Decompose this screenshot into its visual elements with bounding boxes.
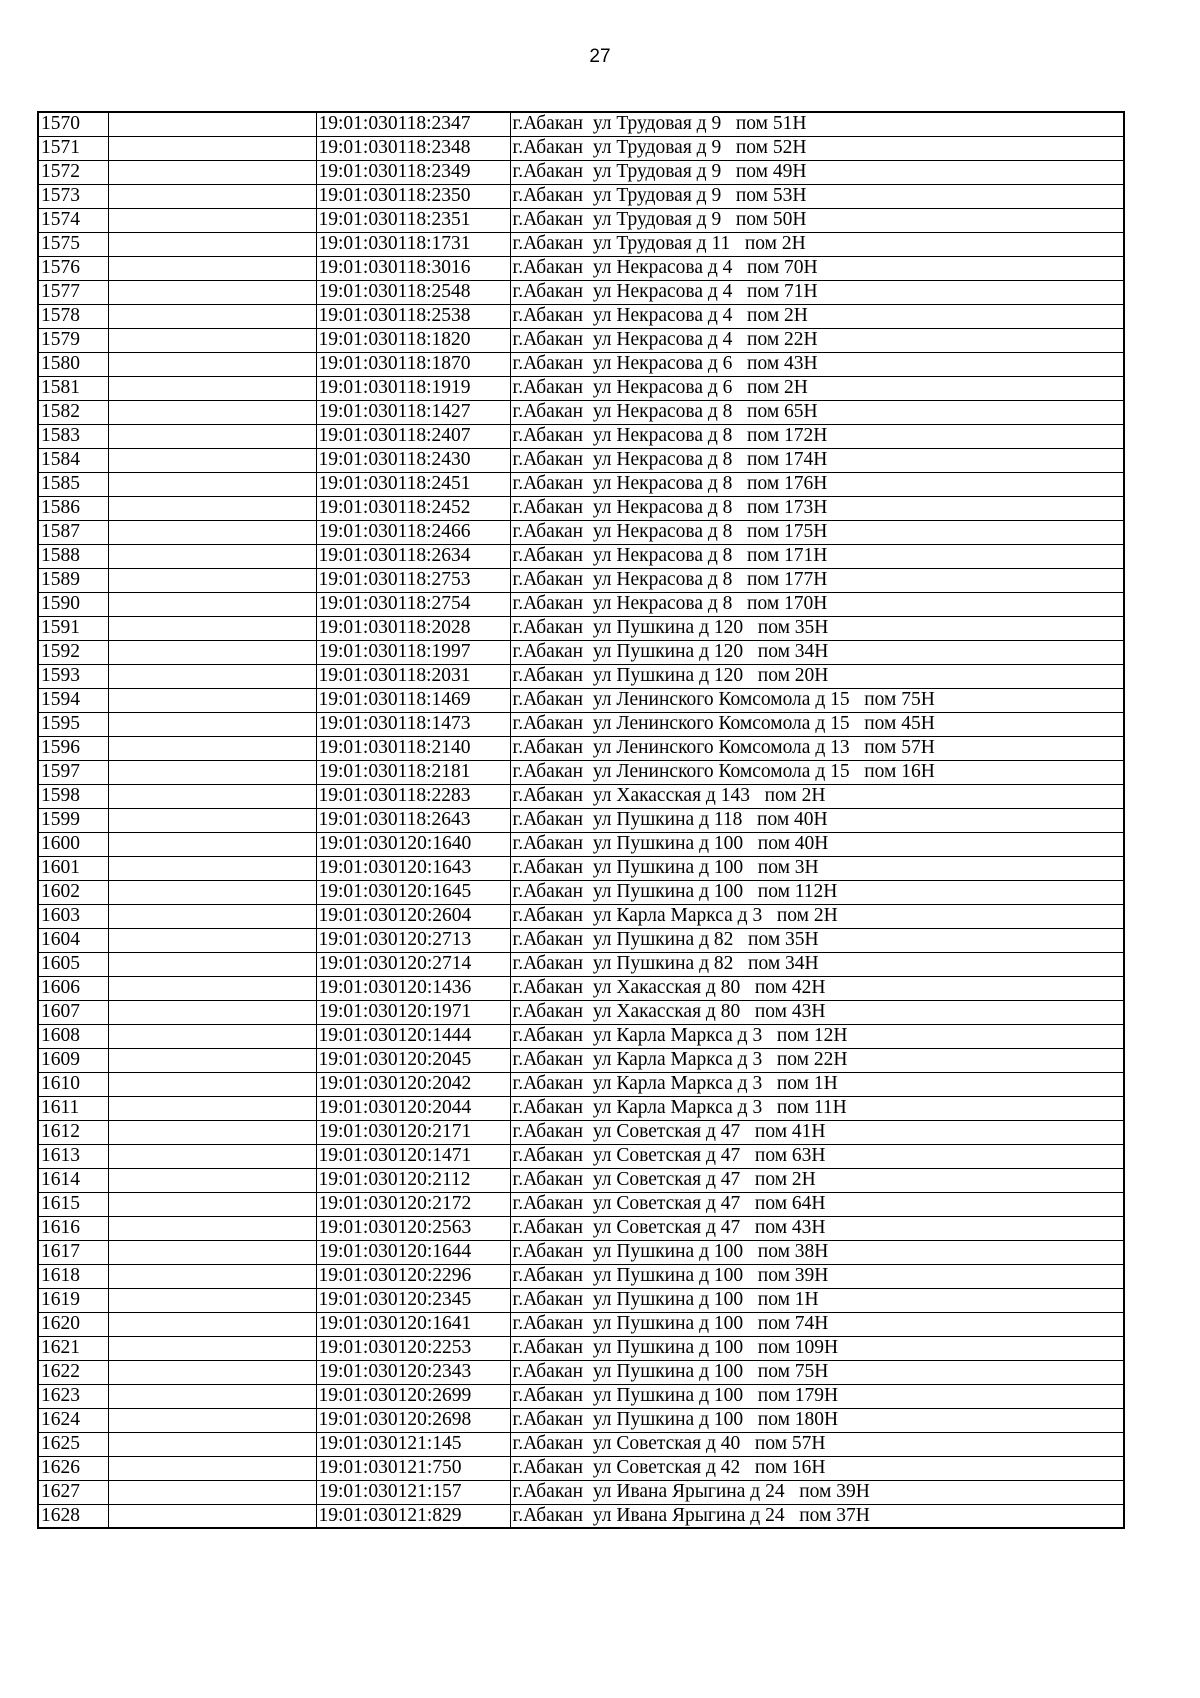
row-number-cell: 1595	[38, 712, 108, 736]
cadastral-number-cell: 19:01:030118:1427	[316, 400, 510, 424]
table-row	[38, 1144, 1124, 1168]
table-row	[38, 376, 1124, 400]
address-cell: г.Абакан ул Карла Маркса д 3 пом 22Н	[510, 1048, 1124, 1072]
empty-cell	[108, 544, 316, 568]
address-cell: г.Абакан ул Советская д 40 пом 57Н	[510, 1432, 1124, 1456]
row-number-cell: 1571	[38, 136, 108, 160]
address-cell: г.Абакан ул Некрасова д 4 пом 2Н	[510, 304, 1124, 328]
empty-cell	[108, 352, 316, 376]
empty-cell	[108, 856, 316, 880]
row-number-cell: 1604	[38, 928, 108, 952]
row-number-cell: 1609	[38, 1048, 108, 1072]
empty-cell	[108, 1264, 316, 1288]
empty-cell	[108, 760, 316, 784]
table-row	[38, 1192, 1124, 1216]
cadastral-number-cell: 19:01:030120:2253	[316, 1336, 510, 1360]
address-cell: г.Абакан ул Хакасская д 143 пом 2Н	[510, 784, 1124, 808]
registry-body	[38, 112, 1124, 1528]
row-number-cell: 1621	[38, 1336, 108, 1360]
empty-cell	[108, 520, 316, 544]
address-cell: г.Абакан ул Трудовая д 9 пом 51Н	[510, 112, 1124, 136]
table-row	[38, 1456, 1124, 1480]
empty-cell	[108, 496, 316, 520]
row-number-cell: 1617	[38, 1240, 108, 1264]
table-row	[38, 400, 1124, 424]
address-cell: г.Абакан ул Некрасова д 8 пом 172Н	[510, 424, 1124, 448]
table-row	[38, 688, 1124, 712]
table-row	[38, 424, 1124, 448]
empty-cell	[108, 664, 316, 688]
empty-cell	[108, 400, 316, 424]
address-cell: г.Абакан ул Пушкина д 100 пом 109Н	[510, 1336, 1124, 1360]
empty-cell	[108, 904, 316, 928]
cadastral-number-cell: 19:01:030118:2347	[316, 112, 510, 136]
empty-cell	[108, 136, 316, 160]
row-number-cell: 1599	[38, 808, 108, 832]
cadastral-number-cell: 19:01:030118:2181	[316, 760, 510, 784]
row-number-cell: 1616	[38, 1216, 108, 1240]
row-number-cell: 1625	[38, 1432, 108, 1456]
empty-cell	[108, 1504, 316, 1528]
row-number-cell: 1615	[38, 1192, 108, 1216]
empty-cell	[108, 1456, 316, 1480]
cadastral-number-cell: 19:01:030118:2351	[316, 208, 510, 232]
cadastral-number-cell: 19:01:030120:1971	[316, 1000, 510, 1024]
empty-cell	[108, 1360, 316, 1384]
cadastral-number-cell: 19:01:030120:1644	[316, 1240, 510, 1264]
empty-cell	[108, 1048, 316, 1072]
empty-cell	[108, 1408, 316, 1432]
row-number-cell: 1624	[38, 1408, 108, 1432]
cadastral-number-cell: 19:01:030118:3016	[316, 256, 510, 280]
address-cell: г.Абакан ул Трудовая д 9 пом 49Н	[510, 160, 1124, 184]
row-number-cell: 1584	[38, 448, 108, 472]
address-cell: г.Абакан ул Некрасова д 8 пом 65Н	[510, 400, 1124, 424]
table-row	[38, 1480, 1124, 1504]
table-row	[38, 496, 1124, 520]
row-number-cell: 1598	[38, 784, 108, 808]
table-row	[38, 208, 1124, 232]
address-cell: г.Абакан ул Некрасова д 4 пом 71Н	[510, 280, 1124, 304]
row-number-cell: 1581	[38, 376, 108, 400]
row-number-cell: 1620	[38, 1312, 108, 1336]
empty-cell	[108, 880, 316, 904]
table-row	[38, 832, 1124, 856]
empty-cell	[108, 1312, 316, 1336]
address-cell: г.Абакан ул Пушкина д 100 пом 179Н	[510, 1384, 1124, 1408]
row-number-cell: 1589	[38, 568, 108, 592]
row-number-cell: 1575	[38, 232, 108, 256]
table-row	[38, 1096, 1124, 1120]
cadastral-number-cell: 19:01:030118:2538	[316, 304, 510, 328]
row-number-cell: 1570	[38, 112, 108, 136]
cadastral-number-cell: 19:01:030118:1997	[316, 640, 510, 664]
cadastral-number-cell: 19:01:030118:1473	[316, 712, 510, 736]
row-number-cell: 1622	[38, 1360, 108, 1384]
row-number-cell: 1574	[38, 208, 108, 232]
table-row	[38, 1384, 1124, 1408]
cadastral-number-cell: 19:01:030120:1444	[316, 1024, 510, 1048]
empty-cell	[108, 784, 316, 808]
empty-cell	[108, 472, 316, 496]
table-row	[38, 256, 1124, 280]
cadastral-number-cell: 19:01:030120:2343	[316, 1360, 510, 1384]
table-row	[38, 472, 1124, 496]
row-number-cell: 1601	[38, 856, 108, 880]
table-row	[38, 976, 1124, 1000]
empty-cell	[108, 232, 316, 256]
address-cell: г.Абакан ул Хакасская д 80 пом 42Н	[510, 976, 1124, 1000]
cadastral-number-cell: 19:01:030121:750	[316, 1456, 510, 1480]
cadastral-number-cell: 19:01:030118:1919	[316, 376, 510, 400]
empty-cell	[108, 160, 316, 184]
empty-cell	[108, 1336, 316, 1360]
cadastral-number-cell: 19:01:030120:2563	[316, 1216, 510, 1240]
cadastral-number-cell: 19:01:030120:2698	[316, 1408, 510, 1432]
cadastral-number-cell: 19:01:030118:2031	[316, 664, 510, 688]
address-cell: г.Абакан ул Ивана Ярыгина д 24 пом 39Н	[510, 1480, 1124, 1504]
address-cell: г.Абакан ул Некрасова д 8 пом 171Н	[510, 544, 1124, 568]
cadastral-number-cell: 19:01:030118:2452	[316, 496, 510, 520]
table-row	[38, 952, 1124, 976]
cadastral-number-cell: 19:01:030120:1641	[316, 1312, 510, 1336]
address-cell: г.Абакан ул Пушкина д 100 пом 74Н	[510, 1312, 1124, 1336]
table-row	[38, 232, 1124, 256]
empty-cell	[108, 328, 316, 352]
table-row	[38, 136, 1124, 160]
cadastral-number-cell: 19:01:030118:2028	[316, 616, 510, 640]
cadastral-number-cell: 19:01:030120:2296	[316, 1264, 510, 1288]
empty-cell	[108, 712, 316, 736]
empty-cell	[108, 808, 316, 832]
address-cell: г.Абакан ул Ивана Ярыгина д 24 пом 37Н	[510, 1504, 1124, 1528]
address-cell: г.Абакан ул Карла Маркса д 3 пом 1Н	[510, 1072, 1124, 1096]
table-row	[38, 904, 1124, 928]
cadastral-number-cell: 19:01:030120:1643	[316, 856, 510, 880]
address-cell: г.Абакан ул Карла Маркса д 3 пом 11Н	[510, 1096, 1124, 1120]
address-cell: г.Абакан ул Советская д 47 пом 2Н	[510, 1168, 1124, 1192]
empty-cell	[108, 304, 316, 328]
empty-cell	[108, 976, 316, 1000]
empty-cell	[108, 1192, 316, 1216]
table-row	[38, 1504, 1124, 1528]
cadastral-number-cell: 19:01:030120:1436	[316, 976, 510, 1000]
empty-cell	[108, 1000, 316, 1024]
table-row	[38, 520, 1124, 544]
row-number-cell: 1614	[38, 1168, 108, 1192]
empty-cell	[108, 568, 316, 592]
cadastral-number-cell: 19:01:030118:2753	[316, 568, 510, 592]
table-row	[38, 352, 1124, 376]
address-cell: г.Абакан ул Пушкина д 100 пом 1Н	[510, 1288, 1124, 1312]
address-cell: г.Абакан ул Советская д 47 пом 63Н	[510, 1144, 1124, 1168]
empty-cell	[108, 736, 316, 760]
row-number-cell: 1594	[38, 688, 108, 712]
empty-cell	[108, 1072, 316, 1096]
row-number-cell: 1608	[38, 1024, 108, 1048]
empty-cell	[108, 616, 316, 640]
address-cell: г.Абакан ул Пушкина д 82 пом 34Н	[510, 952, 1124, 976]
empty-cell	[108, 640, 316, 664]
row-number-cell: 1586	[38, 496, 108, 520]
cadastral-number-cell: 19:01:030118:2283	[316, 784, 510, 808]
row-number-cell: 1626	[38, 1456, 108, 1480]
address-cell: г.Абакан ул Хакасская д 80 пом 43Н	[510, 1000, 1124, 1024]
table-row	[38, 1168, 1124, 1192]
cadastral-number-cell: 19:01:030118:1870	[316, 352, 510, 376]
row-number-cell: 1619	[38, 1288, 108, 1312]
table-row	[38, 856, 1124, 880]
table-row	[38, 160, 1124, 184]
address-cell: г.Абакан ул Некрасова д 8 пом 170Н	[510, 592, 1124, 616]
cadastral-number-cell: 19:01:030120:1645	[316, 880, 510, 904]
table-row	[38, 1432, 1124, 1456]
table-row	[38, 112, 1124, 136]
cadastral-number-cell: 19:01:030118:2430	[316, 448, 510, 472]
cadastral-number-cell: 19:01:030121:157	[316, 1480, 510, 1504]
address-cell: г.Абакан ул Трудовая д 9 пом 52Н	[510, 136, 1124, 160]
empty-cell	[108, 1144, 316, 1168]
empty-cell	[108, 1120, 316, 1144]
row-number-cell: 1582	[38, 400, 108, 424]
cadastral-number-cell: 19:01:030120:2713	[316, 928, 510, 952]
table-row	[38, 592, 1124, 616]
table-row	[38, 1072, 1124, 1096]
table-row	[38, 1408, 1124, 1432]
table-row	[38, 928, 1124, 952]
cadastral-number-cell: 19:01:030120:1640	[316, 832, 510, 856]
row-number-cell: 1597	[38, 760, 108, 784]
table-row	[38, 544, 1124, 568]
cadastral-number-cell: 19:01:030118:2466	[316, 520, 510, 544]
address-cell: г.Абакан ул Некрасова д 8 пом 174Н	[510, 448, 1124, 472]
empty-cell	[108, 424, 316, 448]
table-row	[38, 880, 1124, 904]
table-row	[38, 1336, 1124, 1360]
row-number-cell: 1588	[38, 544, 108, 568]
table-row	[38, 1240, 1124, 1264]
table-row	[38, 784, 1124, 808]
row-number-cell: 1578	[38, 304, 108, 328]
row-number-cell: 1591	[38, 616, 108, 640]
address-cell: г.Абакан ул Некрасова д 8 пом 177Н	[510, 568, 1124, 592]
address-cell: г.Абакан ул Некрасова д 8 пом 176Н	[510, 472, 1124, 496]
cadastral-number-cell: 19:01:030118:2350	[316, 184, 510, 208]
row-number-cell: 1602	[38, 880, 108, 904]
row-number-cell: 1605	[38, 952, 108, 976]
table-row	[38, 1288, 1124, 1312]
table-row	[38, 280, 1124, 304]
table-row	[38, 1312, 1124, 1336]
row-number-cell: 1618	[38, 1264, 108, 1288]
table-row	[38, 1264, 1124, 1288]
row-number-cell: 1613	[38, 1144, 108, 1168]
empty-cell	[108, 1288, 316, 1312]
table-row	[38, 736, 1124, 760]
address-cell: г.Абакан ул Пушкина д 120 пом 34Н	[510, 640, 1124, 664]
table-row	[38, 640, 1124, 664]
address-cell: г.Абакан ул Пушкина д 120 пом 35Н	[510, 616, 1124, 640]
address-cell: г.Абакан ул Трудовая д 9 пом 50Н	[510, 208, 1124, 232]
table-row	[38, 616, 1124, 640]
address-cell: г.Абакан ул Некрасова д 6 пом 43Н	[510, 352, 1124, 376]
address-cell: г.Абакан ул Некрасова д 8 пом 175Н	[510, 520, 1124, 544]
empty-cell	[108, 256, 316, 280]
address-cell: г.Абакан ул Трудовая д 11 пом 2Н	[510, 232, 1124, 256]
cadastral-number-cell: 19:01:030118:2349	[316, 160, 510, 184]
row-number-cell: 1596	[38, 736, 108, 760]
row-number-cell: 1627	[38, 1480, 108, 1504]
page-number: 27	[589, 46, 611, 67]
address-cell: г.Абакан ул Ленинского Комсомола д 15 пом 16Н	[510, 760, 1124, 784]
cadastral-number-cell: 19:01:030118:2348	[316, 136, 510, 160]
empty-cell	[108, 592, 316, 616]
address-cell: г.Абакан ул Пушкина д 100 пом 38Н	[510, 1240, 1124, 1264]
address-cell: г.Абакан ул Некрасова д 4 пом 22Н	[510, 328, 1124, 352]
cadastral-number-cell: 19:01:030121:145	[316, 1432, 510, 1456]
address-cell: г.Абакан ул Пушкина д 82 пом 35Н	[510, 928, 1124, 952]
empty-cell	[108, 1480, 316, 1504]
table-row	[38, 808, 1124, 832]
cadastral-number-cell: 19:01:030118:2407	[316, 424, 510, 448]
address-cell: г.Абакан ул Некрасова д 6 пом 2Н	[510, 376, 1124, 400]
row-number-cell: 1590	[38, 592, 108, 616]
empty-cell	[108, 1240, 316, 1264]
cadastral-number-cell: 19:01:030120:2604	[316, 904, 510, 928]
table-row	[38, 760, 1124, 784]
cadastral-number-cell: 19:01:030120:1471	[316, 1144, 510, 1168]
empty-cell	[108, 1384, 316, 1408]
table-row	[38, 1216, 1124, 1240]
cadastral-number-cell: 19:01:030120:2042	[316, 1072, 510, 1096]
address-cell: г.Абакан ул Советская д 42 пом 16Н	[510, 1456, 1124, 1480]
table-row	[38, 1024, 1124, 1048]
cadastral-number-cell: 19:01:030120:2112	[316, 1168, 510, 1192]
cadastral-number-cell: 19:01:030120:2171	[316, 1120, 510, 1144]
address-cell: г.Абакан ул Карла Маркса д 3 пом 2Н	[510, 904, 1124, 928]
table-row	[38, 568, 1124, 592]
empty-cell	[108, 1168, 316, 1192]
cadastral-number-cell: 19:01:030120:2044	[316, 1096, 510, 1120]
row-number-cell: 1573	[38, 184, 108, 208]
empty-cell	[108, 112, 316, 136]
table-row	[38, 1120, 1124, 1144]
address-cell: г.Абакан ул Ленинского Комсомола д 13 пом 57Н	[510, 736, 1124, 760]
cadastral-number-cell: 19:01:030118:2643	[316, 808, 510, 832]
row-number-cell: 1611	[38, 1096, 108, 1120]
table-row	[38, 328, 1124, 352]
address-cell: г.Абакан ул Карла Маркса д 3 пом 12Н	[510, 1024, 1124, 1048]
address-cell: г.Абакан ул Пушкина д 100 пом 75Н	[510, 1360, 1124, 1384]
row-number-cell: 1593	[38, 664, 108, 688]
empty-cell	[108, 1096, 316, 1120]
address-cell: г.Абакан ул Ленинского Комсомола д 15 пом 75Н	[510, 688, 1124, 712]
row-number-cell: 1580	[38, 352, 108, 376]
cadastral-number-cell: 19:01:030118:2140	[316, 736, 510, 760]
table-row	[38, 712, 1124, 736]
table-row	[38, 1048, 1124, 1072]
address-cell: г.Абакан ул Пушкина д 100 пом 39Н	[510, 1264, 1124, 1288]
table-row	[38, 448, 1124, 472]
address-cell: г.Абакан ул Некрасова д 8 пом 173Н	[510, 496, 1124, 520]
empty-cell	[108, 1432, 316, 1456]
row-number-cell: 1606	[38, 976, 108, 1000]
empty-cell	[108, 832, 316, 856]
empty-cell	[108, 208, 316, 232]
cadastral-number-cell: 19:01:030118:1469	[316, 688, 510, 712]
empty-cell	[108, 280, 316, 304]
row-number-cell: 1628	[38, 1504, 108, 1528]
row-number-cell: 1576	[38, 256, 108, 280]
cadastral-number-cell: 19:01:030120:2172	[316, 1192, 510, 1216]
row-number-cell: 1577	[38, 280, 108, 304]
row-number-cell: 1607	[38, 1000, 108, 1024]
address-cell: г.Абакан ул Советская д 47 пом 41Н	[510, 1120, 1124, 1144]
table-row	[38, 664, 1124, 688]
cadastral-number-cell: 19:01:030118:2548	[316, 280, 510, 304]
row-number-cell: 1583	[38, 424, 108, 448]
table-row	[38, 1360, 1124, 1384]
empty-cell	[108, 952, 316, 976]
cadastral-number-cell: 19:01:030120:2714	[316, 952, 510, 976]
row-number-cell: 1592	[38, 640, 108, 664]
row-number-cell: 1587	[38, 520, 108, 544]
empty-cell	[108, 928, 316, 952]
address-cell: г.Абакан ул Трудовая д 9 пом 53Н	[510, 184, 1124, 208]
row-number-cell: 1623	[38, 1384, 108, 1408]
table-row	[38, 1000, 1124, 1024]
row-number-cell: 1603	[38, 904, 108, 928]
address-cell: г.Абакан ул Пушкина д 100 пом 3Н	[510, 856, 1124, 880]
empty-cell	[108, 184, 316, 208]
cadastral-number-cell: 19:01:030121:829	[316, 1504, 510, 1528]
address-cell: г.Абакан ул Пушкина д 118 пом 40Н	[510, 808, 1124, 832]
row-number-cell: 1579	[38, 328, 108, 352]
row-number-cell: 1585	[38, 472, 108, 496]
table-row	[38, 304, 1124, 328]
cadastral-number-cell: 19:01:030118:2754	[316, 592, 510, 616]
cadastral-number-cell: 19:01:030118:2634	[316, 544, 510, 568]
empty-cell	[108, 688, 316, 712]
address-cell: г.Абакан ул Советская д 47 пом 43Н	[510, 1216, 1124, 1240]
address-cell: г.Абакан ул Пушкина д 100 пом 112Н	[510, 880, 1124, 904]
property-registry-table	[37, 111, 1125, 1529]
address-cell: г.Абакан ул Пушкина д 120 пом 20Н	[510, 664, 1124, 688]
cadastral-number-cell: 19:01:030120:2045	[316, 1048, 510, 1072]
table-row	[38, 184, 1124, 208]
empty-cell	[108, 1024, 316, 1048]
empty-cell	[108, 1216, 316, 1240]
address-cell: г.Абакан ул Советская д 47 пом 64Н	[510, 1192, 1124, 1216]
cadastral-number-cell: 19:01:030118:2451	[316, 472, 510, 496]
cadastral-number-cell: 19:01:030118:1731	[316, 232, 510, 256]
row-number-cell: 1600	[38, 832, 108, 856]
row-number-cell: 1572	[38, 160, 108, 184]
address-cell: г.Абакан ул Пушкина д 100 пом 180Н	[510, 1408, 1124, 1432]
address-cell: г.Абакан ул Некрасова д 4 пом 70Н	[510, 256, 1124, 280]
row-number-cell: 1612	[38, 1120, 108, 1144]
cadastral-number-cell: 19:01:030120:2345	[316, 1288, 510, 1312]
address-cell: г.Абакан ул Ленинского Комсомола д 15 пом 45Н	[510, 712, 1124, 736]
cadastral-number-cell: 19:01:030118:1820	[316, 328, 510, 352]
address-cell: г.Абакан ул Пушкина д 100 пом 40Н	[510, 832, 1124, 856]
row-number-cell: 1610	[38, 1072, 108, 1096]
cadastral-number-cell: 19:01:030120:2699	[316, 1384, 510, 1408]
empty-cell	[108, 448, 316, 472]
empty-cell	[108, 376, 316, 400]
